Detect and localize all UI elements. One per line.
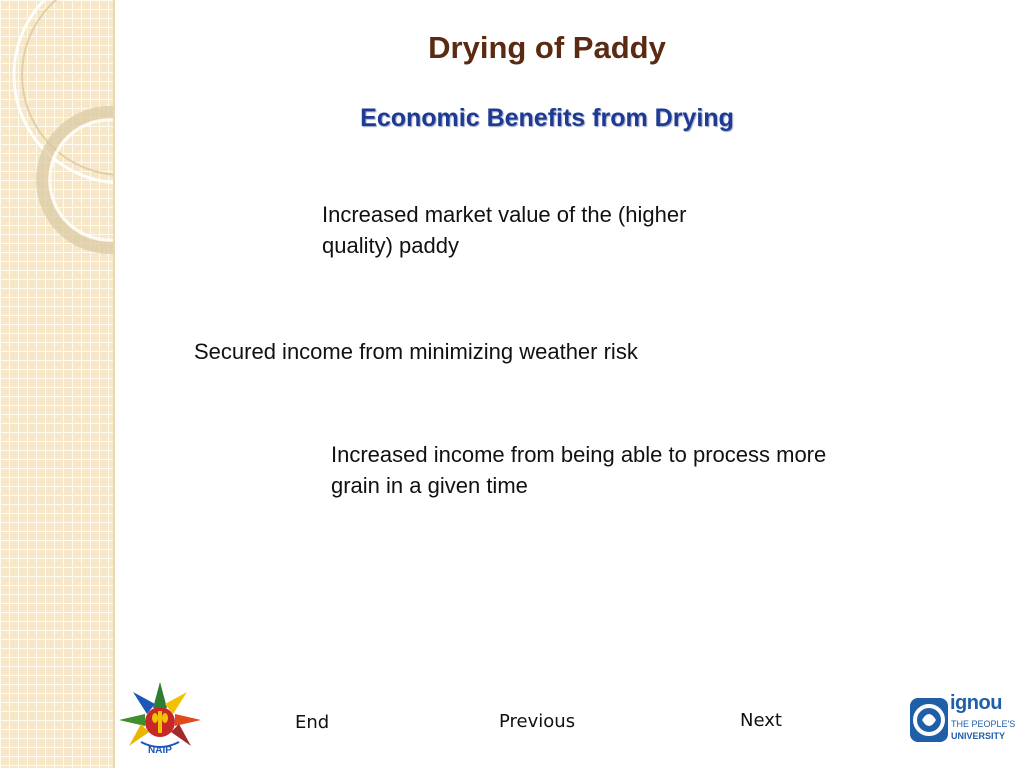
- previous-button[interactable]: Previous: [499, 711, 576, 732]
- benefit-weather-risk: Secured income from minimizing weather risk: [194, 339, 638, 364]
- ignou-tagline-bottom: UNIVERSITY: [951, 731, 1006, 741]
- end-button[interactable]: End: [295, 712, 330, 733]
- benefit-processing-capacity: Increased income from being able to process more grain in a given time: [331, 442, 827, 498]
- next-button[interactable]: Next: [740, 710, 782, 731]
- ignou-tagline-top: THE PEOPLE'S: [951, 719, 1016, 729]
- slide-title: Drying of Paddy: [428, 30, 666, 65]
- ignou-wordmark: ignou: [950, 692, 1002, 714]
- naip-label: NAIP: [148, 745, 172, 756]
- decorative-side-panel: [0, 0, 115, 768]
- decorative-circles: [0, 0, 113, 768]
- benefit-market-value: Increased market value of the (higher quality) paddy: [322, 202, 687, 258]
- slide-subtitle: Economic Benefits from Drying: [360, 104, 734, 132]
